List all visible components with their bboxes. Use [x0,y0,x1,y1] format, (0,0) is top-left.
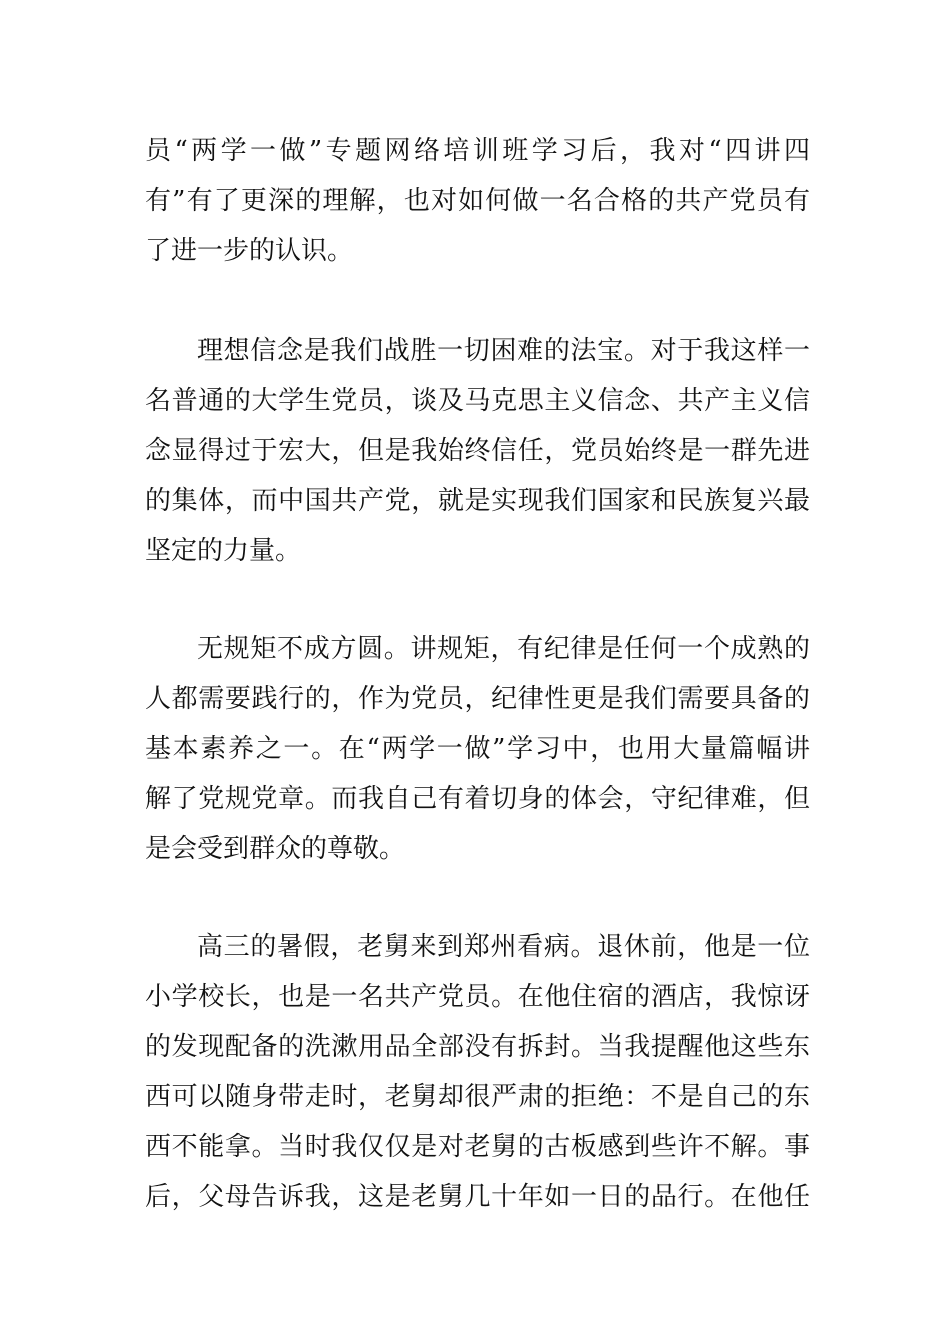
paragraph-3-line-3: 基本素养之一。在“两学一做”学习中，也用大量篇幅讲 [145,734,810,764]
paragraph-4-line-3: 的发现配备的洗漱用品全部没有拆封。当我提醒他这些东 [145,1032,810,1062]
paragraph-4-line-5: 西不能拿。当时我仅仅是对老舅的古板感到些许不解。事 [145,1132,810,1162]
paragraph-3-line-5: 是会受到群众的尊敬。 [145,834,406,864]
paragraph-3-line-2: 人都需要践行的，作为党员，纪律性更是我们需要具备的 [145,684,810,714]
document-body [145,0,810,1344]
paragraph-3-line-1: 无规矩不成方圆。讲规矩，有纪律是任何一个成熟的 [197,634,810,664]
paragraph-4-line-2: 小学校长，也是一名共产党员。在他住宿的酒店，我惊讶 [145,982,810,1012]
paragraph-4-line-1: 高三的暑假，老舅来到郑州看病。退休前，他是一位 [197,932,810,962]
paragraph-1-line-1: 员“两学一做”专题网络培训班学习后，我对“四讲四 [145,136,810,166]
paragraph-4-line-6: 后，父母告诉我，这是老舅几十年如一日的品行。在他任 [145,1182,810,1212]
paragraph-2-line-5: 坚定的力量。 [145,536,302,566]
paragraph-2-line-4: 的集体，而中国共产党，就是实现我们国家和民族复兴最 [145,486,810,516]
paragraph-1-line-2: 有”有了更深的理解，也对如何做一名合格的共产党员有 [145,186,810,216]
paragraph-1-line-3: 了进一步的认识。 [145,236,354,266]
paragraph-2-line-2: 名普通的大学生党员，谈及马克思主义信念、共产主义信 [145,386,810,416]
paragraph-4-line-4: 西可以随身带走时，老舅却很严肃的拒绝：不是自己的东 [145,1082,810,1112]
paragraph-3-line-4: 解了党规党章。而我自己有着切身的体会，守纪律难，但 [145,784,810,814]
paragraph-2-line-3: 念显得过于宏大，但是我始终信任，党员始终是一群先进 [145,436,810,466]
paragraph-2-line-1: 理想信念是我们战胜一切困难的法宝。对于我这样一 [197,336,810,366]
